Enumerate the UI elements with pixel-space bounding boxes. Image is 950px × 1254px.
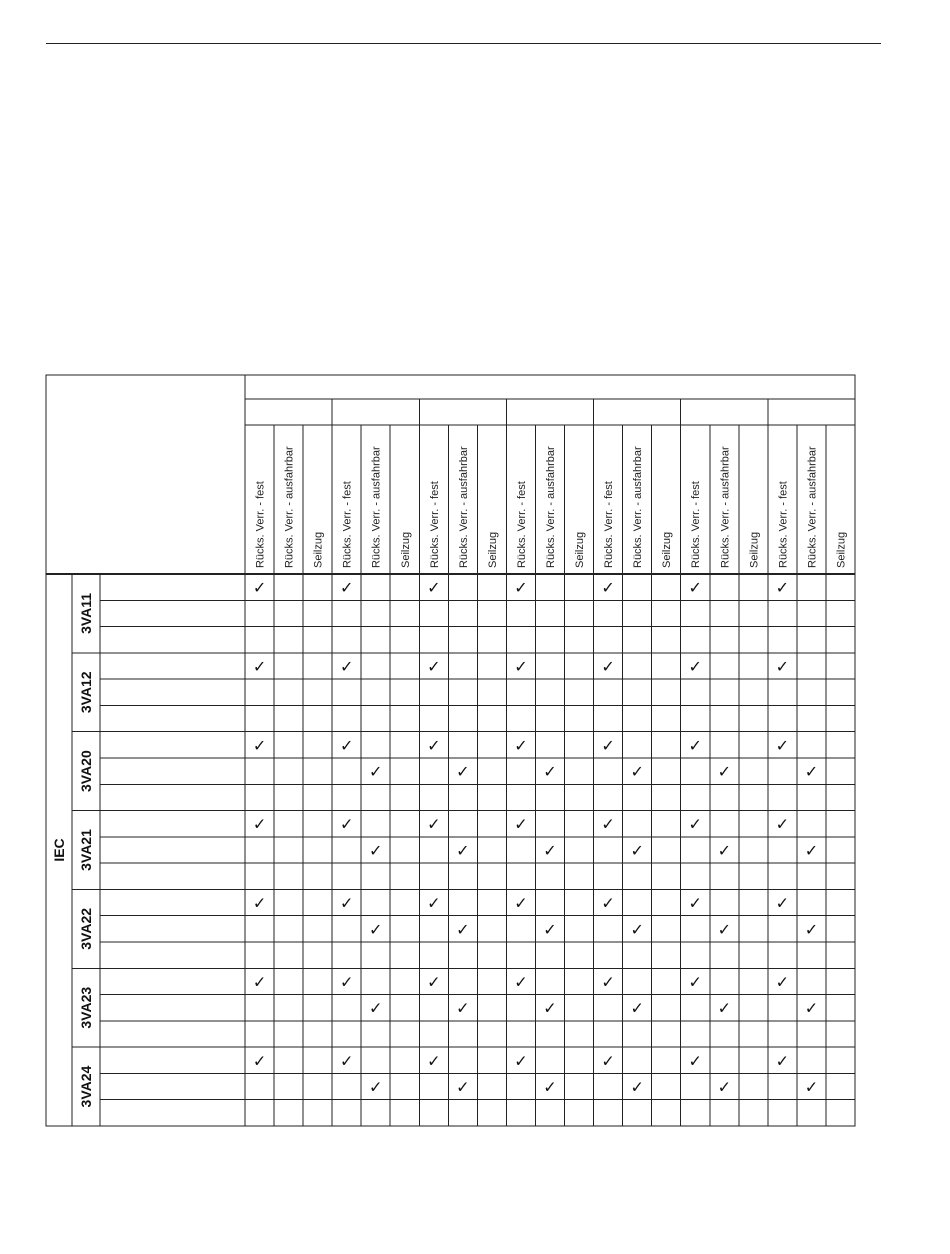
model-label: 3VA21 <box>78 829 94 871</box>
check-mark: ✓ <box>630 1077 644 1097</box>
check-mark: ✓ <box>339 814 354 834</box>
check-mark: ✓ <box>775 972 790 992</box>
check-mark: ✓ <box>775 657 790 676</box>
check-mark: ✓ <box>456 762 470 782</box>
check-mark: ✓ <box>427 893 441 913</box>
model-label: 3VA24 <box>78 1065 94 1108</box>
check-mark: ✓ <box>339 578 354 598</box>
column-header: Seilzug <box>661 531 674 568</box>
check-mark: ✓ <box>775 735 790 755</box>
check-mark: ✓ <box>804 841 819 860</box>
column-header: Rücks. Verr. - ausfahrbar <box>719 446 732 568</box>
check-mark: ✓ <box>369 1077 383 1097</box>
check-mark: ✓ <box>252 657 267 676</box>
check-mark: ✓ <box>804 998 819 1018</box>
table-border <box>46 375 855 1126</box>
column-header: Seilzug <box>486 531 499 568</box>
check-mark: ✓ <box>630 762 644 782</box>
column-header: Rücks. Verr. - fest <box>428 481 441 568</box>
check-mark: ✓ <box>369 919 383 939</box>
check-mark: ✓ <box>717 841 731 860</box>
column-header: Rücks. Verr. - fest <box>341 481 354 568</box>
check-mark: ✓ <box>252 972 267 992</box>
check-mark: ✓ <box>717 919 731 939</box>
model-label: 3VA11 <box>78 592 94 634</box>
check-mark: ✓ <box>688 657 702 676</box>
check-mark: ✓ <box>514 1051 528 1071</box>
check-mark: ✓ <box>775 814 790 834</box>
check-mark: ✓ <box>514 578 528 598</box>
column-header: Seilzug <box>312 531 325 568</box>
column-header: Rücks. Verr. - fest <box>603 481 616 568</box>
table-content <box>51 446 847 1107</box>
check-mark: ✓ <box>514 972 528 992</box>
check-mark: ✓ <box>688 735 702 755</box>
check-mark: ✓ <box>688 1051 702 1071</box>
check-mark: ✓ <box>514 814 528 834</box>
check-mark: ✓ <box>601 578 615 598</box>
check-mark: ✓ <box>427 814 441 834</box>
check-mark: ✓ <box>427 972 441 992</box>
check-mark: ✓ <box>630 998 644 1018</box>
check-mark: ✓ <box>601 1051 615 1071</box>
check-mark: ✓ <box>369 762 383 782</box>
check-mark: ✓ <box>456 1077 470 1097</box>
check-mark: ✓ <box>688 972 702 992</box>
column-header: Rücks. Verr. - fest <box>690 481 703 568</box>
check-mark: ✓ <box>456 841 470 860</box>
check-mark: ✓ <box>427 1051 441 1071</box>
check-mark: ✓ <box>601 972 615 992</box>
check-mark: ✓ <box>688 814 702 834</box>
column-header: Rücks. Verr. - ausfahrbar <box>545 446 557 568</box>
check-mark: ✓ <box>252 1051 267 1071</box>
model-label: 3VA22 <box>78 907 94 950</box>
check-mark: ✓ <box>601 893 615 913</box>
check-mark: ✓ <box>804 762 819 782</box>
column-header: Rücks. Verr. - ausfahrbar <box>283 446 296 568</box>
group-label-iec: IEC <box>51 838 67 862</box>
check-mark: ✓ <box>717 1077 731 1097</box>
check-mark: ✓ <box>514 893 528 913</box>
check-mark: ✓ <box>427 578 441 598</box>
check-mark: ✓ <box>339 657 354 676</box>
check-mark: ✓ <box>630 919 644 939</box>
check-mark: ✓ <box>427 735 441 755</box>
column-header: Rücks. Verr. - fest <box>254 481 267 568</box>
check-mark: ✓ <box>630 841 644 860</box>
check-mark: ✓ <box>339 1051 354 1071</box>
check-mark: ✓ <box>369 841 383 860</box>
check-mark: ✓ <box>543 841 557 860</box>
check-mark: ✓ <box>427 657 441 676</box>
check-mark: ✓ <box>804 919 819 939</box>
check-mark: ✓ <box>339 735 354 755</box>
table-grid <box>46 375 855 1126</box>
check-mark: ✓ <box>339 893 354 913</box>
column-header: Rücks. Verr. - ausfahrbar <box>370 446 383 568</box>
model-label: 3VA12 <box>78 671 94 714</box>
check-mark: ✓ <box>717 998 731 1018</box>
check-mark: ✓ <box>775 1051 790 1071</box>
check-mark: ✓ <box>514 657 528 676</box>
check-mark: ✓ <box>543 762 557 782</box>
check-mark: ✓ <box>252 578 267 598</box>
check-mark: ✓ <box>775 578 790 598</box>
check-mark: ✓ <box>601 814 615 834</box>
check-mark: ✓ <box>252 814 267 834</box>
check-mark: ✓ <box>514 735 528 755</box>
check-mark: ✓ <box>252 735 267 755</box>
check-mark: ✓ <box>717 762 731 782</box>
column-header: Seilzug <box>835 531 848 568</box>
check-mark: ✓ <box>543 998 557 1018</box>
column-header: Seilzug <box>748 531 761 568</box>
check-mark: ✓ <box>543 919 557 939</box>
column-header: Rücks. Verr. - fest <box>515 481 528 568</box>
check-mark: ✓ <box>252 893 267 913</box>
check-mark: ✓ <box>775 893 790 913</box>
check-mark: ✓ <box>339 972 354 992</box>
column-header: Seilzug <box>399 531 412 568</box>
column-header: Rücks. Verr. - ausfahrbar <box>806 446 819 568</box>
check-mark: ✓ <box>688 893 702 913</box>
check-mark: ✓ <box>688 578 702 598</box>
check-mark: ✓ <box>804 1077 819 1097</box>
model-label: 3VA23 <box>78 986 94 1029</box>
column-header: Seilzug <box>574 531 587 568</box>
column-header: Rücks. Verr. - ausfahrbar <box>457 446 470 568</box>
check-mark: ✓ <box>601 657 615 676</box>
model-label: 3VA20 <box>78 750 94 793</box>
check-mark: ✓ <box>456 998 470 1018</box>
column-header: Rücks. Verr. - fest <box>777 481 790 568</box>
check-mark: ✓ <box>369 998 383 1018</box>
check-mark: ✓ <box>543 1077 557 1097</box>
check-mark: ✓ <box>456 919 470 939</box>
column-header: Rücks. Verr. - ausfahrbar <box>632 446 645 568</box>
check-mark: ✓ <box>601 735 615 755</box>
